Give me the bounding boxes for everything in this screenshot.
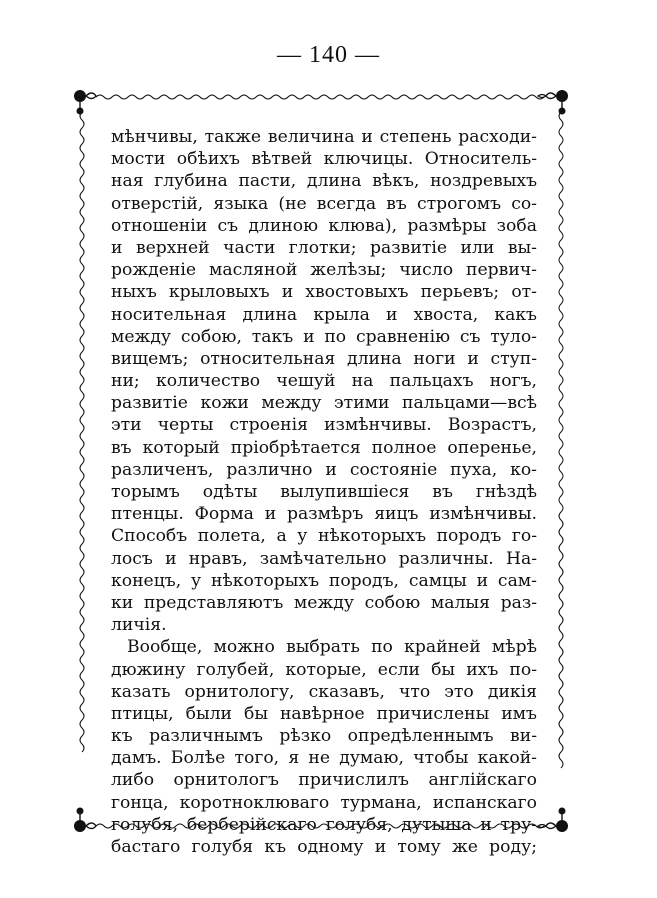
text-line: и верхней части глотки; развитіе или вы- (111, 237, 537, 258)
text-line: торымъ одѣты вылупившіеся въ гнѣздѣ (111, 482, 537, 502)
text-line: птенцы. Форма и размѣръ яицъ измѣнчивы. (111, 504, 537, 525)
text-line: Способъ полета, а у нѣкоторыхъ породъ го- (111, 526, 537, 547)
text-line: въ который пріобрѣтается полное оперенье, (111, 437, 537, 458)
text-line: конецъ, у нѣкоторыхъ породъ, самцы и сам- (111, 570, 537, 591)
bottom-right-scroll-ornament (538, 808, 568, 833)
text-line: эти черты строенія измѣнчивы. Возрастъ, (111, 415, 537, 436)
text-line: голубя, берберійскаго голубя, дутыша и тру- (111, 814, 537, 835)
text-line: бастаго голубя къ одному и тому же роду; (111, 837, 537, 857)
text-line-paragraph-start: Вообще, можно выбрать по крайней мѣрѣ (127, 637, 537, 658)
text-line: вищемъ; относительная длина ноги и ступ- (111, 348, 537, 369)
text-line: ная глубина пасти, длина вѣкъ, ноздревыхъ (111, 171, 537, 192)
text-line: отверстій, языка (не всегда въ строгомъ со- (111, 193, 537, 214)
text-line: ни; количество чешуй на пальцахъ ногъ, (111, 371, 537, 392)
text-line: казать орнитологу, сказавъ, что это дикія (111, 681, 537, 702)
text-line: развитіе кожи между этими пальцами—всѣ (111, 393, 537, 414)
text-line: дюжину голубей, которые, если бы ихъ по- (111, 659, 537, 680)
text-line: рожденіе масляной желѣзы; число первич- (111, 260, 537, 281)
body-text (111, 126, 537, 858)
text-line: между собою, такъ и по сравненію съ туло- (111, 326, 537, 347)
text-line: отношеніи съ длиною клюва), размѣры зоба (111, 215, 537, 236)
text-line: различенъ, различно и состояніе пуха, ко- (111, 459, 537, 480)
text-line: носительная длина крыла и хвоста, какъ (111, 304, 537, 325)
text-line: птицы, были бы навѣрное причислены имъ (111, 703, 537, 724)
bottom-left-scroll-ornament (74, 808, 96, 833)
text-line: ныхъ крыловыхъ и хвостовыхъ перьевъ; от- (111, 282, 537, 303)
text-line: либо орнитологъ причислилъ англійскаго (111, 770, 537, 791)
text-line: къ различнымъ рѣзко опредѣленнымъ ви- (111, 726, 537, 747)
text-line: мости обѣихъ вѣтвей ключицы. Относитель- (111, 149, 537, 170)
text-line: лосъ и нравъ, замѣчательно различны. На- (111, 548, 537, 569)
text-line: дамъ. Болѣе того, я не думаю, чтобы какой- (111, 748, 537, 769)
text-line: гонца, коротноклюваго турмана, испанскаго (111, 792, 537, 813)
text-line-paragraph-end: личія. (111, 615, 167, 636)
left-wavy-border (80, 112, 84, 752)
text-line: мѣнчивы, также величина и степень расходи- (111, 127, 537, 147)
right-wavy-border (559, 112, 563, 768)
top-left-scroll-ornament (74, 90, 96, 115)
text-line: ки представляютъ между собою малыя раз- (111, 592, 537, 613)
top-wavy-border (96, 95, 544, 99)
top-right-scroll-ornament (538, 90, 568, 115)
page-number: — 140 — (277, 42, 380, 68)
